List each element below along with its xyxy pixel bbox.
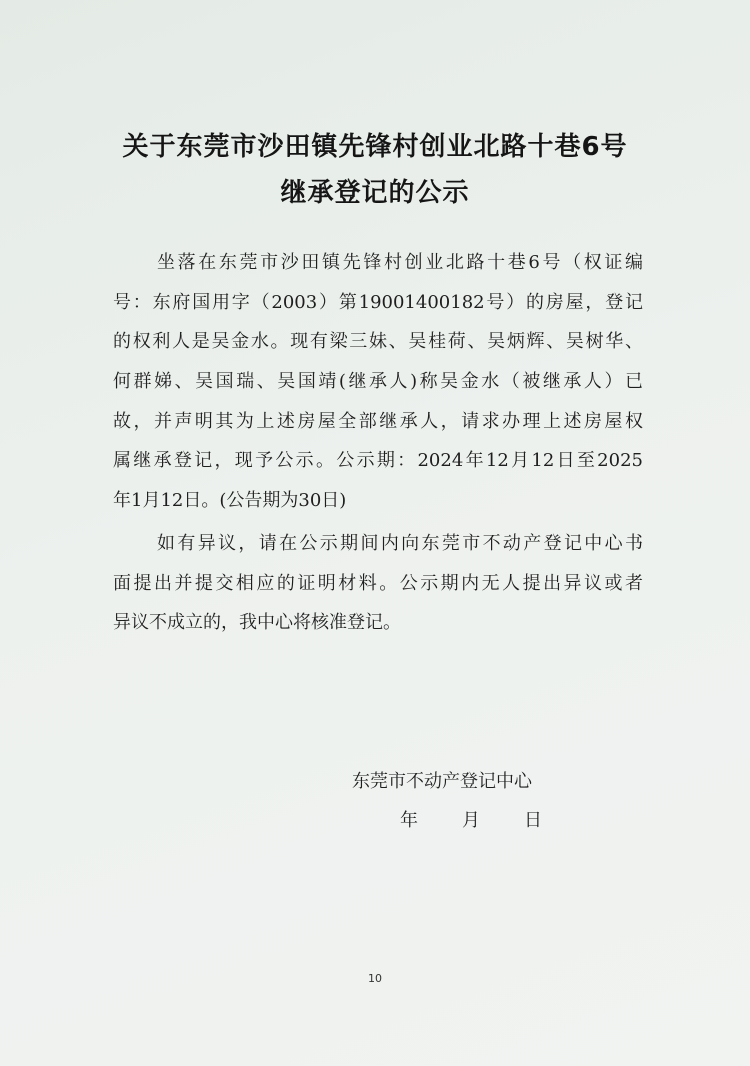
date-day: 日 (524, 810, 542, 831)
paragraph-line: 属继承登记，现予公示。公示期：2024年12月12日至2025 (113, 450, 643, 472)
notice-paragraph-1 (113, 243, 643, 521)
paragraph-line: 坐落在东莞市沙田镇先锋村创业北路十巷6号（权证编 (157, 252, 643, 273)
signature-organization: 东莞市不动产登记中心 (352, 771, 532, 792)
paragraph-line: 面提出并提交相应的证明材料。公示期内无人提出异议或者 (113, 572, 643, 594)
paragraph-line: 如有异议，请在公示期间内向东莞市不动产登记中心书 (157, 533, 643, 554)
paragraph-line: 的权利人是吴金水。现有梁三妹、吴桂荷、吴炳辉、吴树华、 (113, 331, 643, 353)
date-month: 月 (462, 810, 480, 831)
paragraph-line: 故，并声明其为上述房屋全部继承人，请求办理上述房屋权 (113, 410, 643, 432)
paragraph-line: 号：东府国用字（2003）第19001400182号）的房屋，登记 (113, 291, 643, 313)
notice-title-line2: 继承登记的公示 (280, 178, 470, 208)
signature-date (400, 806, 542, 832)
notice-paragraph-2 (113, 524, 643, 643)
paragraph-line: 何群娣、吴国瑞、吴国靖(继承人)称吴金水（被继承人）已 (113, 371, 643, 393)
page-number: 10 (368, 972, 382, 985)
paragraph-line: 异议不成立的，我中心将核准登记。 (113, 612, 401, 634)
notice-title-line1: 关于东莞市沙田镇先锋村创业北路十巷6号 (122, 132, 628, 162)
date-year: 年 (400, 810, 418, 831)
paragraph-line: 年1月12日。(公告期为30日) (113, 490, 347, 512)
